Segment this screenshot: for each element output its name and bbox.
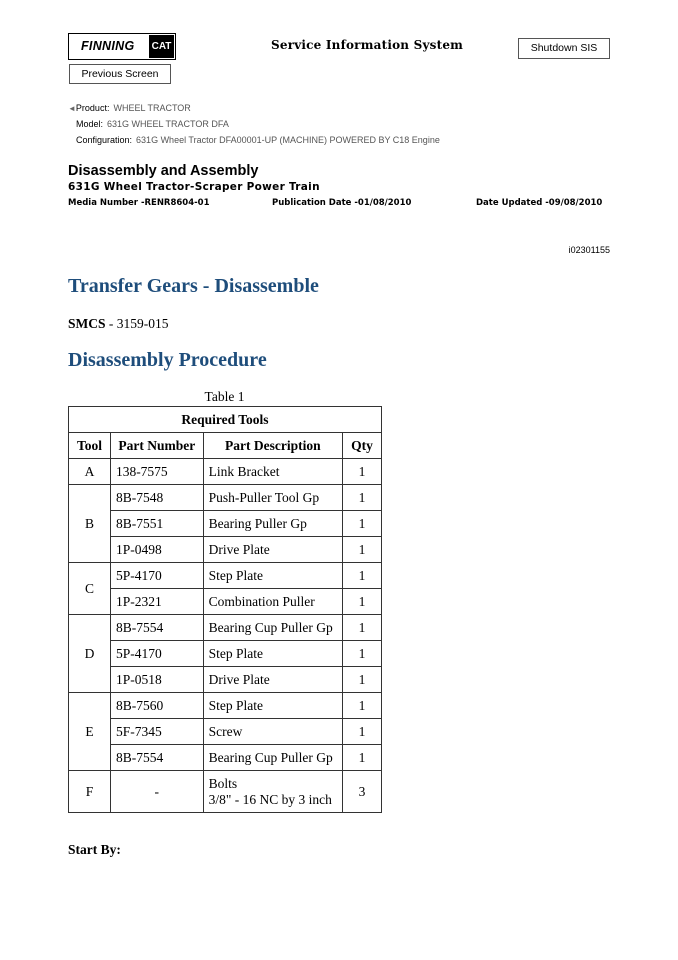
- document-identifier: i02301155: [568, 245, 610, 255]
- part-description-line-2: 3/8" - 16 NC by 3 inch: [208, 791, 332, 807]
- table-row: [69, 641, 382, 667]
- qty-cell: 3: [343, 771, 382, 813]
- previous-screen-button[interactable]: Previous Screen: [69, 64, 171, 84]
- tool-cell: A: [69, 459, 111, 485]
- section-heading: Disassembly Procedure: [68, 349, 267, 371]
- table-row: [69, 511, 382, 537]
- table-caption: Table 1: [204, 389, 245, 404]
- part-number-cell: 138-7575: [110, 459, 203, 485]
- model-line: [76, 119, 229, 129]
- model-label: Model:: [76, 119, 104, 129]
- part-number-cell: 1P-0498: [110, 537, 203, 563]
- table-row: [69, 563, 382, 589]
- column-header-part-number: Part Number: [110, 433, 203, 459]
- document-title: Disassembly and Assembly: [68, 163, 259, 179]
- table-row: [69, 667, 382, 693]
- table-row: [69, 745, 382, 771]
- shutdown-sis-button[interactable]: Shutdown SIS: [518, 38, 610, 59]
- qty-cell: 1: [343, 589, 382, 615]
- part-description-cell: Push-Puller Tool Gp: [203, 485, 342, 511]
- product-label: Product:: [75, 103, 110, 113]
- part-description-cell: Screw: [203, 719, 342, 745]
- table-header-row: [69, 433, 382, 459]
- table-title: Required Tools: [69, 407, 382, 433]
- part-number-cell: 8B-7551: [110, 511, 203, 537]
- part-number-cell: 1P-2321: [110, 589, 203, 615]
- finning-cat-logo: [68, 33, 176, 60]
- model-value: 631G WHEEL TRACTOR DFA: [107, 119, 229, 129]
- tool-cell: F: [69, 771, 111, 813]
- system-title: Service Information System: [271, 38, 464, 52]
- part-number-cell: 5F-7345: [110, 719, 203, 745]
- logo-text: FINNING: [81, 39, 135, 53]
- smcs-value: - 3159-015: [105, 316, 169, 331]
- column-header-part-description: Part Description: [203, 433, 342, 459]
- configuration-label: Configuration:: [76, 135, 133, 145]
- qty-cell: 1: [343, 615, 382, 641]
- publication-date: Publication Date -01/08/2010: [272, 198, 412, 208]
- part-description-line-1: Bolts: [208, 775, 238, 791]
- qty-cell: 1: [343, 563, 382, 589]
- part-description-cell: Bearing Cup Puller Gp: [203, 615, 342, 641]
- part-number-cell: 8B-7554: [110, 745, 203, 771]
- qty-cell: 1: [343, 485, 382, 511]
- configuration-line: [76, 135, 440, 145]
- part-number-cell: -: [110, 771, 203, 813]
- qty-cell: 1: [343, 459, 382, 485]
- smcs-label: SMCS: [68, 316, 106, 331]
- part-description-cell: Step Plate: [203, 563, 342, 589]
- qty-cell: 1: [343, 745, 382, 771]
- media-number: Media Number -RENR8604-01: [68, 198, 210, 208]
- part-number-cell: 5P-4170: [110, 563, 203, 589]
- qty-cell: 1: [343, 537, 382, 563]
- qty-cell: 1: [343, 719, 382, 745]
- smcs-code: [68, 316, 169, 332]
- table-row: [69, 589, 382, 615]
- product-arrow-icon: ◄: [68, 104, 76, 113]
- part-description-cell: Combination Puller: [203, 589, 342, 615]
- part-number-cell: 8B-7560: [110, 693, 203, 719]
- part-description-cell: Bearing Puller Gp: [203, 511, 342, 537]
- table-row: [69, 615, 382, 641]
- product-value: WHEEL TRACTOR: [113, 103, 191, 113]
- required-tools-table: [68, 406, 382, 813]
- table-row: [69, 459, 382, 485]
- qty-cell: 1: [343, 693, 382, 719]
- part-description-cell: Link Bracket: [203, 459, 342, 485]
- part-description-cell: [203, 771, 342, 813]
- part-description-cell: Step Plate: [203, 693, 342, 719]
- column-header-tool: Tool: [69, 433, 111, 459]
- qty-cell: 1: [343, 511, 382, 537]
- column-header-qty: Qty: [343, 433, 382, 459]
- table-row: [69, 719, 382, 745]
- part-number-cell: 8B-7548: [110, 485, 203, 511]
- product-line: [68, 103, 191, 113]
- part-number-cell: 8B-7554: [110, 615, 203, 641]
- tool-cell: B: [69, 485, 111, 563]
- qty-cell: 1: [343, 667, 382, 693]
- qty-cell: 1: [343, 641, 382, 667]
- document-subtitle: 631G Wheel Tractor-Scraper Power Train: [68, 181, 320, 193]
- page-heading: Transfer Gears - Disassemble: [68, 275, 319, 297]
- part-number-cell: 1P-0518: [110, 667, 203, 693]
- tool-cell: D: [69, 615, 111, 693]
- part-number-cell: 5P-4170: [110, 641, 203, 667]
- table-row: [69, 693, 382, 719]
- part-description-cell: Drive Plate: [203, 537, 342, 563]
- tool-cell: E: [69, 693, 111, 771]
- part-description-cell: Drive Plate: [203, 667, 342, 693]
- table-row: [69, 771, 382, 813]
- table-row: [69, 537, 382, 563]
- cat-logo-mark: CAT: [149, 35, 174, 58]
- part-description-cell: Bearing Cup Puller Gp: [203, 745, 342, 771]
- configuration-value: 631G Wheel Tractor DFA00001-UP (MACHINE) POWERED BY C18 Engine: [136, 135, 440, 145]
- part-description-cell: Step Plate: [203, 641, 342, 667]
- date-updated: Date Updated -09/08/2010: [476, 198, 603, 208]
- table-row: [69, 485, 382, 511]
- table-title-row: [69, 407, 382, 433]
- tool-cell: C: [69, 563, 111, 615]
- start-by-label: Start By:: [68, 842, 121, 857]
